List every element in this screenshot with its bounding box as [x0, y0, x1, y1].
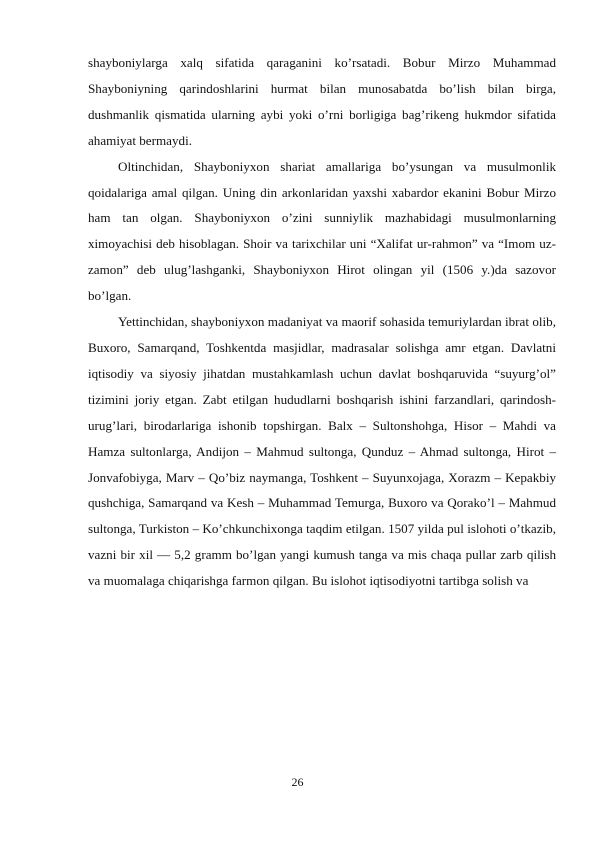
page-body — [88, 50, 556, 594]
paragraph-continuation: shayboniylarga xalq sifatida qaraganini koʼrsatadi. Bobur Mirzo Muhammad Shayboniyning qarindoshlarini hurmat bilan munosabatda boʼlish bilan birga, dushmanlik qismatida ularning aybi yoki oʼrni borligiga bagʼrikeng hukmdor sifatida ahamiyat bermaydi. — [88, 55, 556, 148]
page-number: 26 — [291, 775, 304, 789]
paragraph-seventh-point: Yettinchidan, shayboniyxon madaniyat va maorif sohasida temuriylardan ibrat olib, Buxoro, Samarqand, Toshkentda masjidlar, madrasalar solishga amr etgan. Davlatni iqtisodiy va siyosiy jihatdan mustahkamlash uchun davlat boshqaruvida “suyurgʼol” tizimini joriy etgan. Zabt etilgan hududlarni boshqarish ishini farzandlari, qarindosh-urugʼlari, birodarlariga ishonib topshirgan. Balx – Sultonshohga, Hisor – Mahdi va Hamza sultonlarga, Andijon – Mahmud sultonga, Qunduz – Ahmad sultonga, Hirot – Jonvafobiyga, Marv – Qoʼbiz naymanga, Toshkent – Suyunxojaga, Xorazm – Kepakbiy qushchiga, Samarqand va Kesh – Muhammad Temurga, Buxoro va Qorakoʼl – Mahmud sultonga, Turkiston – Koʼchkunchixonga taqdim etilgan. 1507 yilda pul islohoti oʼtkazib, vazni bir xil — 5,2 gramm boʼlgan yangi kumush tanga va mis chaqa pullar zarb qilish va muomalaga chiqarishga farmon qilgan. Bu islohot iqtisodiyotni tartibga solish va — [88, 314, 556, 589]
paragraph-sixth-point: Oltinchidan, Shayboniyxon shariat amallariga boʼysungan va musulmonlik qoidalariga amal qilgan. Uning din arkonlaridan yaxshi xabardor ekanini Bobur Mirzo ham tan olgan. Shayboniyxon oʼzini sunniylik mazhabidagi musulmonlarning ximoyachisi deb hisoblagan. Shoir va tarixchilar uni “Xalifat ur-rahmon” va “Imom uz-zamon” deb ulugʼlashganki, Shayboniyxon Hirot olingan yil (1506 y.)da sazovor boʼlgan. — [88, 158, 556, 304]
